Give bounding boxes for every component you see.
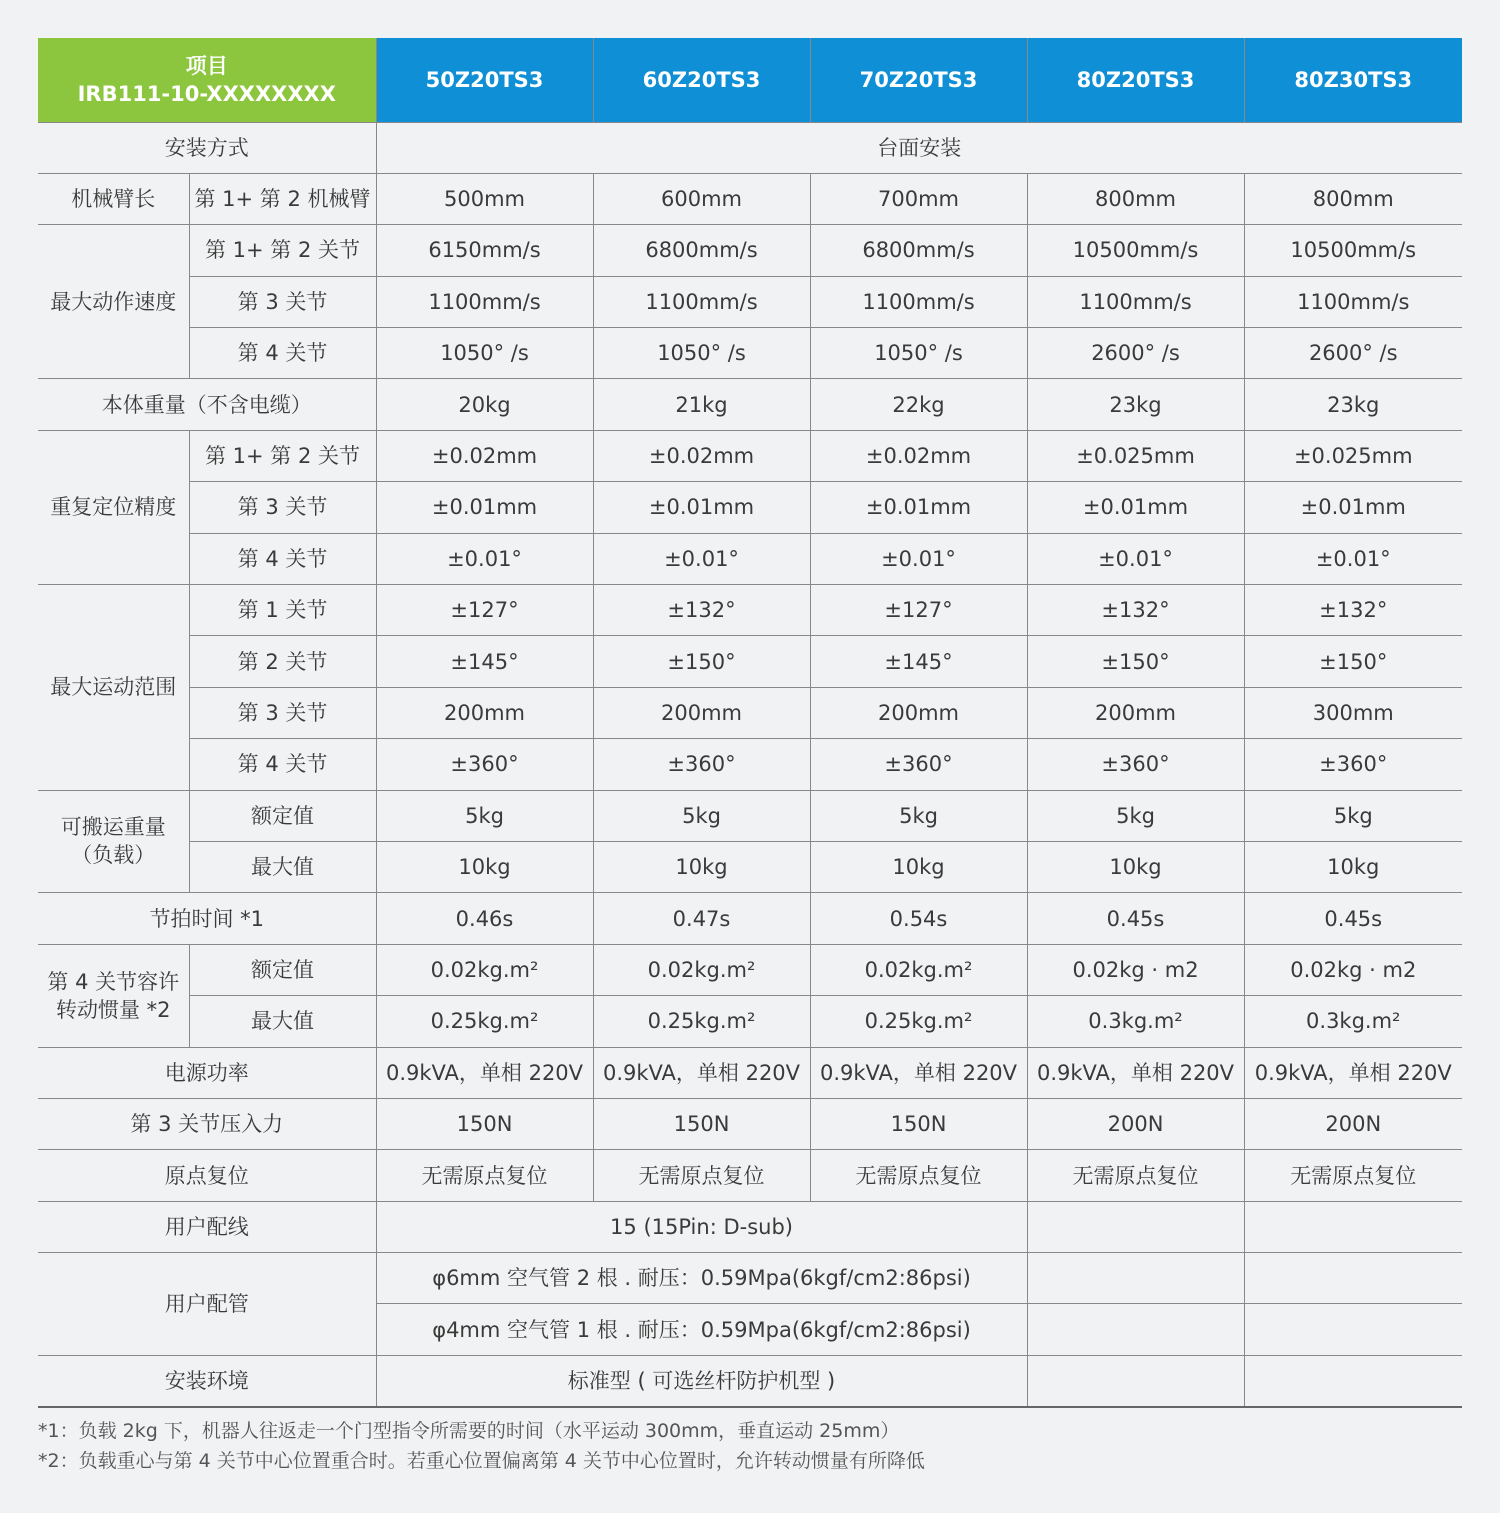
value-cell: 20kg — [376, 379, 593, 430]
row-label: 原点复位 — [38, 1150, 376, 1201]
footnote-1: *1：负载 2kg 下，机器人往返走一个门型指令所需要的时间（水平运动 300mm，垂直运动 25mm） — [38, 1420, 900, 1442]
value-cell: 1050° /s — [810, 328, 1027, 379]
value-cell: ±127° — [376, 585, 593, 636]
empty-cell — [1244, 1253, 1462, 1304]
value-cell: ±0.01mm — [810, 482, 1027, 533]
model-header: 80Z30TS3 — [1244, 38, 1462, 122]
value-cell: 无需原点复位 — [1027, 1150, 1244, 1201]
value-cell: ±0.02mm — [810, 430, 1027, 481]
value-cell: 0.9kVA，单相 220V — [810, 1047, 1027, 1098]
value-cell: 0.9kVA，单相 220V — [1027, 1047, 1244, 1098]
value-cell: ±132° — [1244, 585, 1462, 636]
sub-label: 第 1 关节 — [189, 585, 376, 636]
value-cell: 23kg — [1027, 379, 1244, 430]
value-cell: 1100mm/s — [593, 276, 810, 327]
value-cell: ±132° — [593, 585, 810, 636]
row-wiring — [38, 1201, 1462, 1252]
row-label: 第 3 关节压入力 — [38, 1098, 376, 1149]
value-cell: 150N — [810, 1098, 1027, 1149]
empty-cell — [1244, 1355, 1462, 1406]
value-cell: 15 (15Pin: D-sub) — [376, 1201, 1027, 1252]
value-cell: 800mm — [1027, 173, 1244, 224]
value-cell: 无需原点复位 — [1244, 1150, 1462, 1201]
group-label: 重复定位精度 — [38, 430, 189, 584]
value-cell: ±150° — [1244, 636, 1462, 687]
value-cell: 10500mm/s — [1244, 225, 1462, 276]
row-label: 安装方式 — [38, 122, 376, 173]
row-speed — [38, 225, 1462, 276]
value-cell: ±132° — [1027, 585, 1244, 636]
value-cell: 2600° /s — [1244, 328, 1462, 379]
sub-label: 第 3 关节 — [189, 687, 376, 738]
row-cycle — [38, 893, 1462, 944]
row-mount — [38, 122, 1462, 173]
value-cell: ±150° — [593, 636, 810, 687]
footnote-2: *2：负载重心与第 4 关节中心位置重合时。若重心位置偏离第 4 关节中心位置时，允许转动惯量有所降低 — [38, 1450, 925, 1472]
value-cell: 10kg — [1027, 841, 1244, 892]
value-cell: 200mm — [376, 687, 593, 738]
value-cell: 200N — [1027, 1098, 1244, 1149]
value-cell: 无需原点复位 — [376, 1150, 593, 1201]
row-label: 电源功率 — [38, 1047, 376, 1098]
row-arm — [38, 173, 1462, 224]
row-press — [38, 1098, 1462, 1149]
header-item-cell — [38, 38, 376, 122]
row-label: 节拍时间 *1 — [38, 893, 376, 944]
value-cell: 10kg — [810, 841, 1027, 892]
row-inertia — [38, 996, 1462, 1047]
sub-label: 额定值 — [189, 790, 376, 841]
row-range — [38, 636, 1462, 687]
sub-label: 最大值 — [189, 996, 376, 1047]
value-cell: ±0.01° — [376, 533, 593, 584]
value-cell: 0.3kg.m² — [1027, 996, 1244, 1047]
row-range — [38, 585, 1462, 636]
row-label: 本体重量（不含电缆） — [38, 379, 376, 430]
value-cell: ±0.01mm — [1244, 482, 1462, 533]
value-cell: 150N — [593, 1098, 810, 1149]
group-label: 最大运动范围 — [38, 585, 189, 791]
group-label: 机械臂长 — [38, 173, 189, 224]
sub-label: 第 1+ 第 2 关节 — [189, 225, 376, 276]
value-cell: ±145° — [376, 636, 593, 687]
value-cell: 2600° /s — [1027, 328, 1244, 379]
row-repeat — [38, 430, 1462, 481]
row-payload — [38, 790, 1462, 841]
value-cell: 0.25kg.m² — [810, 996, 1027, 1047]
sub-label: 第 3 关节 — [189, 482, 376, 533]
value-cell: 200N — [1244, 1098, 1462, 1149]
value-cell: 0.45s — [1027, 893, 1244, 944]
row-repeat — [38, 482, 1462, 533]
model-header: 60Z20TS3 — [593, 38, 810, 122]
value-cell: ±360° — [593, 739, 810, 790]
value-cell: ±127° — [810, 585, 1027, 636]
spec-table — [38, 38, 1462, 1408]
group-label — [38, 790, 189, 893]
value-cell: ±0.01° — [810, 533, 1027, 584]
empty-cell — [1027, 1253, 1244, 1304]
value-cell: ±0.01° — [593, 533, 810, 584]
row-weight — [38, 379, 1462, 430]
value-cell: ±0.01mm — [376, 482, 593, 533]
sub-label: 第 4 关节 — [189, 328, 376, 379]
value-cell: 0.25kg.m² — [376, 996, 593, 1047]
value-cell: 0.9kVA，单相 220V — [376, 1047, 593, 1098]
value-cell: 600mm — [593, 173, 810, 224]
sub-label: 额定值 — [189, 944, 376, 995]
value-cell: ±0.01° — [1244, 533, 1462, 584]
value-cell: ±0.025mm — [1027, 430, 1244, 481]
value-cell: 10500mm/s — [1027, 225, 1244, 276]
value-cell: 6800mm/s — [810, 225, 1027, 276]
value-cell: 200mm — [810, 687, 1027, 738]
value-cell: 21kg — [593, 379, 810, 430]
value-cell: 6800mm/s — [593, 225, 810, 276]
row-home — [38, 1150, 1462, 1201]
value-cell: ±0.02mm — [376, 430, 593, 481]
model-header: 50Z20TS3 — [376, 38, 593, 122]
value-cell: 标准型 ( 可选丝杆防护机型 ) — [376, 1355, 1027, 1406]
value-cell: 无需原点复位 — [593, 1150, 810, 1201]
row-env — [38, 1355, 1462, 1406]
sub-label: 第 2 关节 — [189, 636, 376, 687]
value-cell: 200mm — [593, 687, 810, 738]
value-cell: 150N — [376, 1098, 593, 1149]
empty-cell — [1027, 1201, 1244, 1252]
value-cell: ±0.025mm — [1244, 430, 1462, 481]
value-cell: 0.9kVA，单相 220V — [1244, 1047, 1462, 1098]
sub-label: 第 4 关节 — [189, 739, 376, 790]
value-cell: 0.54s — [810, 893, 1027, 944]
group-label-line1: 可搬运重量 — [60, 815, 166, 840]
value-cell: 无需原点复位 — [810, 1150, 1027, 1201]
sub-label: 第 1+ 第 2 关节 — [189, 430, 376, 481]
value-cell: φ6mm 空气管 2 根 . 耐压：0.59Mpa(6kgf/cm2:86psi) — [376, 1253, 1027, 1304]
empty-cell — [1244, 1201, 1462, 1252]
value-cell: 5kg — [1244, 790, 1462, 841]
value-cell: ±360° — [810, 739, 1027, 790]
value-cell: ±150° — [1027, 636, 1244, 687]
value-cell: 0.02kg · m2 — [1244, 944, 1462, 995]
value-cell: 0.02kg.m² — [810, 944, 1027, 995]
value-cell: 0.02kg · m2 — [1027, 944, 1244, 995]
header-item-cell-line2: IRB111-10-XXXXXXXX — [77, 81, 336, 106]
row-range — [38, 739, 1462, 790]
value-cell: ±0.01mm — [1027, 482, 1244, 533]
value-cell: 0.46s — [376, 893, 593, 944]
sub-label: 最大值 — [189, 841, 376, 892]
row-label: 用户配管 — [38, 1253, 376, 1356]
sub-label: 第 3 关节 — [189, 276, 376, 327]
value-cell: 10kg — [593, 841, 810, 892]
row-speed — [38, 276, 1462, 327]
empty-cell — [1027, 1304, 1244, 1355]
value-cell: 10kg — [1244, 841, 1462, 892]
row-speed — [38, 328, 1462, 379]
value-cell: 10kg — [376, 841, 593, 892]
value-cell: 台面安装 — [376, 122, 1462, 173]
value-cell: ±0.01° — [1027, 533, 1244, 584]
model-header: 80Z20TS3 — [1027, 38, 1244, 122]
group-label-line2: 转动惯量 *2 — [55, 997, 171, 1022]
value-cell: 0.25kg.m² — [593, 996, 810, 1047]
empty-cell — [1027, 1355, 1244, 1406]
group-label-line2: （负载） — [71, 843, 156, 868]
value-cell: 200mm — [1027, 687, 1244, 738]
value-cell: φ4mm 空气管 1 根 . 耐压：0.59Mpa(6kgf/cm2:86psi) — [376, 1304, 1027, 1355]
value-cell: ±360° — [1027, 739, 1244, 790]
value-cell: 0.45s — [1244, 893, 1462, 944]
value-cell: 5kg — [593, 790, 810, 841]
row-range — [38, 687, 1462, 738]
row-repeat — [38, 533, 1462, 584]
value-cell: ±0.01mm — [593, 482, 810, 533]
group-label: 最大动作速度 — [38, 225, 189, 379]
footnotes — [38, 1416, 925, 1476]
header-item-cell-line1: 项目 — [185, 53, 228, 78]
row-label: 用户配线 — [38, 1201, 376, 1252]
row-payload — [38, 841, 1462, 892]
value-cell: 500mm — [376, 173, 593, 224]
value-cell: 5kg — [376, 790, 593, 841]
row-label: 安装环境 — [38, 1355, 376, 1406]
value-cell: ±360° — [1244, 739, 1462, 790]
header-row — [38, 38, 1462, 122]
group-label-line1: 第 4 关节容许 — [47, 969, 180, 994]
row-power — [38, 1047, 1462, 1098]
value-cell: 1050° /s — [593, 328, 810, 379]
model-header: 70Z20TS3 — [810, 38, 1027, 122]
value-cell: 5kg — [1027, 790, 1244, 841]
value-cell: 1100mm/s — [1027, 276, 1244, 327]
value-cell: 300mm — [1244, 687, 1462, 738]
value-cell: ±360° — [376, 739, 593, 790]
value-cell: 1100mm/s — [376, 276, 593, 327]
value-cell: 800mm — [1244, 173, 1462, 224]
value-cell: 23kg — [1244, 379, 1462, 430]
value-cell: 0.02kg.m² — [376, 944, 593, 995]
value-cell: 700mm — [810, 173, 1027, 224]
row-inertia — [38, 944, 1462, 995]
value-cell: 0.3kg.m² — [1244, 996, 1462, 1047]
value-cell: 0.47s — [593, 893, 810, 944]
value-cell: 22kg — [810, 379, 1027, 430]
value-cell: 6150mm/s — [376, 225, 593, 276]
value-cell: 5kg — [810, 790, 1027, 841]
value-cell: 1050° /s — [376, 328, 593, 379]
value-cell: ±145° — [810, 636, 1027, 687]
value-cell: ±0.02mm — [593, 430, 810, 481]
value-cell: 0.02kg.m² — [593, 944, 810, 995]
empty-cell — [1244, 1304, 1462, 1355]
sub-label: 第 4 关节 — [189, 533, 376, 584]
value-cell: 1100mm/s — [810, 276, 1027, 327]
sub-label: 第 1+ 第 2 机械臂 — [189, 173, 376, 224]
value-cell: 1100mm/s — [1244, 276, 1462, 327]
value-cell: 0.9kVA，单相 220V — [593, 1047, 810, 1098]
group-label — [38, 944, 189, 1047]
row-piping — [38, 1253, 1462, 1304]
